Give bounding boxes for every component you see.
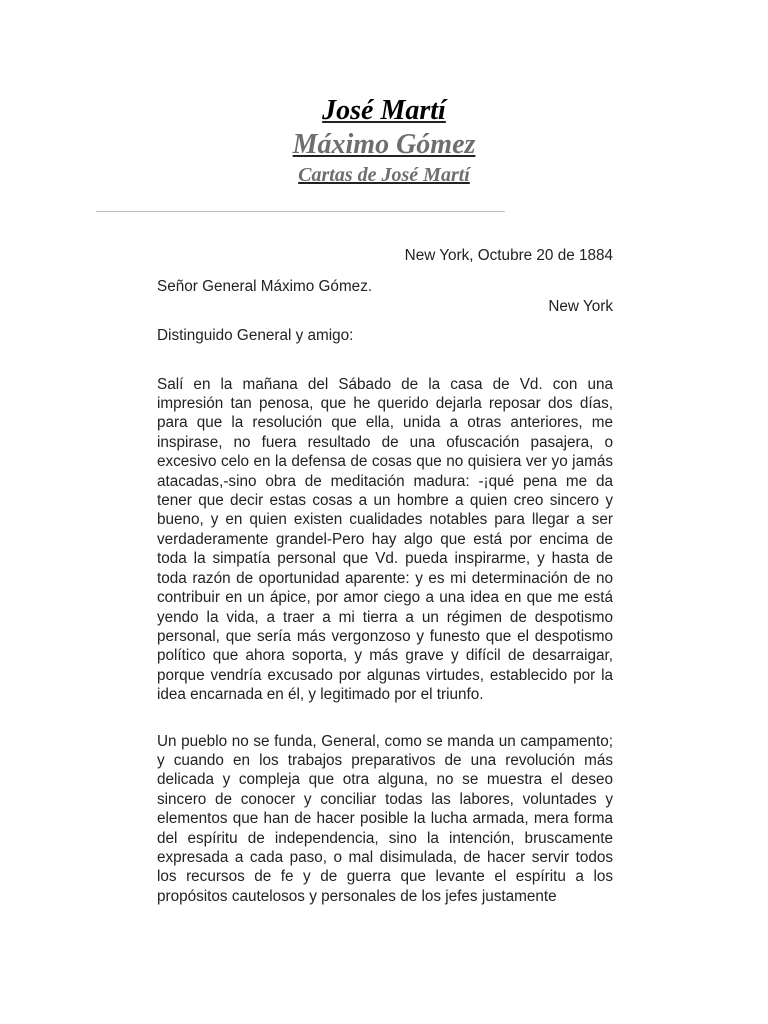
letter-dateline: New York, Octubre 20 de 1884 bbox=[404, 247, 613, 264]
subject-title: Máximo Gómez bbox=[292, 129, 476, 160]
letter-recipient: Señor General Máximo Gómez. bbox=[157, 278, 373, 296]
series-title: Cartas de José Martí bbox=[298, 164, 470, 186]
letter-paragraph: Un pueblo no se funda, General, como se manda un campamento; y cuando en los trabajos preparativos de una revolución más delicada y compleja que otra alguna, no se muestra el deseo sincero de conocer y conciliar todas las labores, voluntades y elementos que han de hacer posible la lucha armada, mera forma del espíritu de independencia, sino la intención, bruscamente expresada a cada paso, o mal disimulada, de hacer servir todos los recursos de fe y de guerra que levante el espíritu a los propósitos cautelosos y personales de los jefes justamente bbox=[157, 732, 613, 905]
document-header bbox=[0, 94, 768, 188]
letter-salutation: Distinguido General y amigo: bbox=[157, 327, 354, 345]
letter-body bbox=[157, 246, 613, 906]
header-divider bbox=[96, 211, 505, 212]
author-title: José Martí bbox=[322, 95, 446, 126]
letter-paragraph: Salí en la mañana del Sábado de la casa de Vd. con una impresión tan penosa, que he querido dejarla reposar dos días, para que la resolución que ella, unida a otras anteriores, me inspirase, no fuera resultado de una ofuscación pasajera, o excesivo celo en la defensa de cosas que no quisiera ver yo jamás atacadas,-sino obra de meditación madura: -¡qué pena me da tener que decir estas cosas a un hombre a quien creo sincero y bueno, y en quien existen cualidades notables para llegar a ser verdaderamente grandel-Pero hay algo que está por encima de toda la simpatía personal que Vd. pueda inspirarme, y hasta de toda razón de oportunidad aparente: y es mi determinación de no contribuir en un ápice, por amor ciego a una idea en que me está yendo la vida, a traer a mi tierra a un régimen de despotismo personal, que sería más vergonzoso y funesto que el despotismo político que ahora soporta, y más grave y difícil de desarraigar, porque vendría excusado por algunas virtudes, establecido por la idea encarnada en él, y legitimado por el triunfo. bbox=[157, 375, 613, 704]
letter-place: New York bbox=[548, 297, 613, 315]
